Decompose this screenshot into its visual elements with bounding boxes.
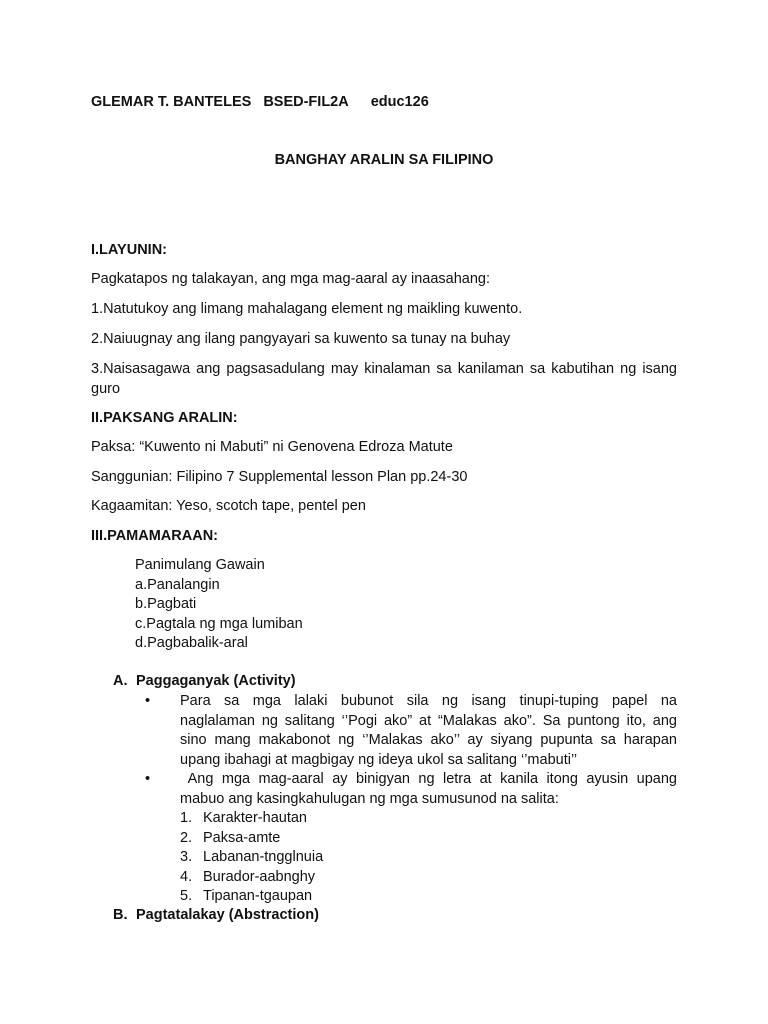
subject-code: educ126 — [370, 94, 429, 110]
document-title: BANGHAY ARALIN SA FILIPINO — [274, 152, 494, 168]
item-text: Paksa-amte — [203, 829, 281, 846]
paksang-aralin-heading: II.PAKSANG ARALIN: — [91, 410, 238, 426]
item-number: 2. — [180, 829, 193, 846]
layunin-intro: Pagkatapos ng talakayan, ang mga mag-aaral ay inaasahang: — [91, 271, 491, 287]
numbered-item — [180, 829, 323, 849]
panimula-item: d.Pagbabalik-aral — [135, 635, 248, 651]
bullet-paragraph-2 — [180, 770, 677, 809]
sanggunian-line: Sanggunian: Filipino 7 Supplemental lesson Plan pp.24-30 — [91, 469, 468, 485]
section-a-label: A. — [113, 673, 128, 689]
numbered-item — [180, 868, 323, 888]
bullet-2-line: mabuo ang kasingkahulugan ng mga sumusunod na salita: — [180, 790, 559, 807]
pamamaraan-heading: III.PAMAMARAAN: — [91, 528, 218, 544]
bullet-1-line: sino mang makabonot ng ‘’Malakas ako’’ ay siyang pupunta sa harapan — [180, 732, 677, 748]
item-number: 3. — [180, 849, 193, 865]
course-code: BSED-FIL2A — [263, 94, 349, 110]
numbered-item — [180, 809, 323, 829]
bullet-icon: • — [145, 693, 151, 709]
paksa-line: Paksa: “Kuwento ni Mabuti” ni Genovena Edroza Matute — [91, 439, 453, 455]
item-number: 5. — [180, 888, 193, 904]
layunin-item-1: 1.Natutukoy ang limang mahalagang element ng maikling kuwento. — [91, 301, 523, 317]
header-line — [91, 93, 429, 113]
numbered-list — [180, 809, 323, 907]
item-number: 4. — [180, 868, 193, 885]
numbered-item — [180, 887, 323, 907]
bullet-1-line: upang ibahagi at magbigay ng ideya ukol sa salitang ‘’mabuti’’ — [180, 751, 578, 768]
item-text: Karakter-hautan — [203, 810, 307, 826]
section-a-heading — [113, 672, 296, 692]
bullet-icon: • — [145, 771, 151, 787]
layunin-item-2: 2.Naiuugnay ang ilang pangyayari sa kuwento sa tunay na buhay — [91, 331, 511, 347]
panimulang-gawain-title: Panimulang Gawain — [135, 557, 265, 573]
section-b-heading — [113, 906, 319, 926]
bullet-paragraph-1 — [180, 692, 677, 770]
item-number: 1. — [180, 810, 193, 826]
layunin-item-3: 3.Naisasagawa ang pagsasadulang may kinalaman sa kanilaman sa kabutihan ng isang guro — [91, 361, 677, 397]
item-text: Labanan-tngglnuia — [203, 849, 324, 865]
item-text: Tipanan-tgaupan — [203, 888, 313, 904]
kagamitan-line: Kagaamitan: Yeso, scotch tape, pentel pen — [91, 498, 366, 514]
bullet-1-line: Para sa mga lalaki bubunot sila ng isang tinupi-tuping papel na — [180, 693, 677, 709]
panimula-item: c.Pagtala ng mga lumiban — [135, 615, 303, 632]
panimula-item: b.Pagbati — [135, 596, 197, 612]
panimulang-gawain-list — [135, 556, 303, 654]
bullet-1-line: naglalaman ng salitang ‘’Pogi ako” at “Malakas ako”. Sa puntong ito, ang — [180, 712, 677, 729]
section-a-title: Paggaganyak (Activity) — [136, 673, 296, 689]
item-text: Burador-aabnghy — [203, 868, 316, 885]
layunin-heading: I.LAYUNIN: — [91, 242, 167, 258]
section-b-label: B. — [113, 907, 128, 923]
author-name: GLEMAR T. BANTELES — [91, 94, 252, 110]
panimula-item: a.Panalangin — [135, 576, 220, 593]
section-b-title: Pagtatalakay (Abstraction) — [136, 907, 319, 923]
bullet-2-line: Ang mga mag-aaral ay binigyan ng letra at kanila itong ayusin upang — [180, 771, 677, 787]
numbered-item — [180, 848, 323, 868]
